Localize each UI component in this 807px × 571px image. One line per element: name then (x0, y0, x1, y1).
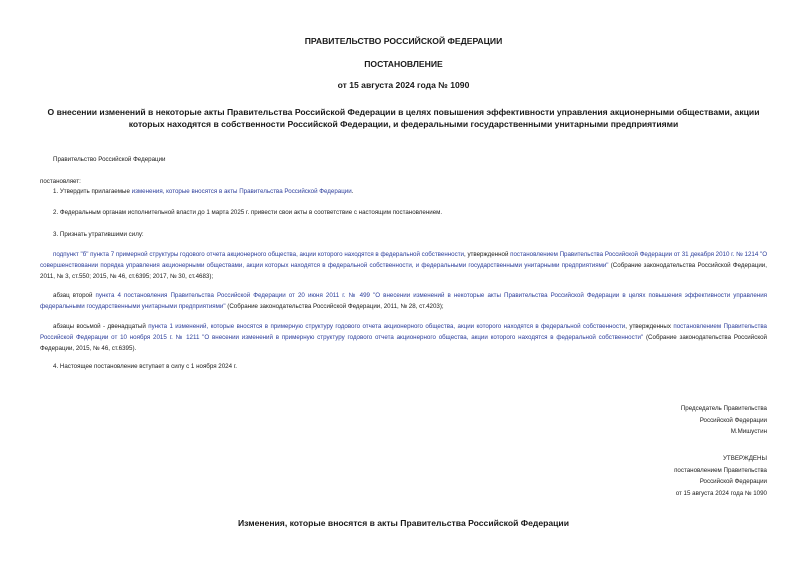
subpoint-b-link[interactable]: подпункт "б" пункта 7 примерной структуры годового отчета акционерного общества, акции которого находятся в федеральной собственности (53, 251, 464, 258)
approved-by: постановлением Правительства (674, 466, 767, 474)
signature-org: Российской Федерации (699, 416, 767, 424)
date-number-heading: от 15 августа 2024 года № 1090 (337, 80, 470, 90)
decree-1214-link[interactable]: постановлением Правительства Российской Федерации от 31 декабря 2010 г. № 1214 "О совершенствовании порядка управления акционерными обществами, акции которых находятся в федеральной собственности, и федеральными государственными унитарными предприятиями" (40, 251, 768, 269)
item-3: 3. Признать утратившими силу: (53, 231, 144, 238)
decree-1211-link[interactable]: постановлением Правительства Российской Федерации от 10 ноября 2015 г. № 1211 "О внесении изменений в примерную структуру годового отчета акционерного общества, акции которого находятся в федеральной собственности" (40, 323, 767, 341)
signature-block (681, 403, 767, 438)
sub1-mid: , утвержденной (464, 251, 511, 258)
sub1-source: (Собрание законодательства Российской Федерации, 2011, № 3, ст.550; 2015, № 46, ст.6395; 2017, № 30, ст.4683); (40, 262, 767, 280)
approved-org: Российской Федерации (699, 478, 767, 485)
item-1-end: . (351, 188, 354, 195)
document-title: О внесении изменений в некоторые акты Правительства Российской Федерации в целях повышения эффективности управления акционерными обществами, акции которых находятся в собственности Российской Федерации, и федеральными государственными унитарными предприятиями (47, 107, 760, 129)
approved-block (674, 453, 767, 499)
signature-name: М.Мишустин (730, 428, 767, 435)
sub3-pre: абзацы восьмой - двенадцатый (53, 323, 149, 330)
item-1-text: 1. Утвердить прилагаемые (53, 188, 132, 195)
changes-heading: Изменения, которые вносятся в акты Правительства Российской Федерации (237, 518, 569, 528)
item-2: 2. Федеральным органам исполнительной власти до 1 марта 2025 г. привести свои акты в соответствие с настоящим постановлением. (53, 209, 443, 216)
doc-type-heading: ПОСТАНОВЛЕНИЕ (364, 59, 443, 69)
approved-label: УТВЕРЖДЕНЫ (723, 455, 767, 462)
changes-point-1-link[interactable]: пункта 1 изменений, которые вносятся в примерную структуру годового отчета акционерного общества, акции которого находятся в федеральной собственности (148, 323, 626, 330)
changes-link[interactable]: изменения, которые вносятся в акты Правительства Российской Федерации (131, 188, 352, 195)
decides-line: постановляет: (40, 178, 81, 185)
government-heading: ПРАВИТЕЛЬСТВО РОССИЙСКОЙ ФЕДЕРАЦИИ (304, 36, 503, 46)
sub3-source: (Собрание законодательства Российской Федерации, 2015, № 46, ст.6395). (40, 334, 767, 352)
repeal-subitem-2 (40, 290, 767, 312)
repeal-subitem-3 (40, 321, 767, 354)
signature-position: Председатель Правительства (680, 405, 767, 412)
repeal-subitem-1 (40, 249, 767, 282)
sub2-source: (Собрание законодательства Российской Федерации, 2011, № 28, ст.4203); (225, 303, 444, 310)
sub2-pre: абзац второй (53, 292, 96, 299)
government-line: Правительство Российской Федерации (53, 156, 166, 163)
item-4: 4. Настоящее постановление вступает в силу с 1 ноября 2024 г. (53, 363, 237, 370)
item-1 (53, 186, 353, 197)
sub3-mid: , утвержденных (625, 323, 674, 330)
decree-499-link[interactable]: пункта 4 постановления Правительства Российской Федерации от 20 июня 2011 г. № 499 "О внесении изменений в некоторые акты Правительства Российской Федерации в целях повышения эффективности управления федеральными государственными унитарными предприятиями" (40, 292, 768, 310)
approved-date: от 15 августа 2024 года № 1090 (675, 489, 767, 497)
